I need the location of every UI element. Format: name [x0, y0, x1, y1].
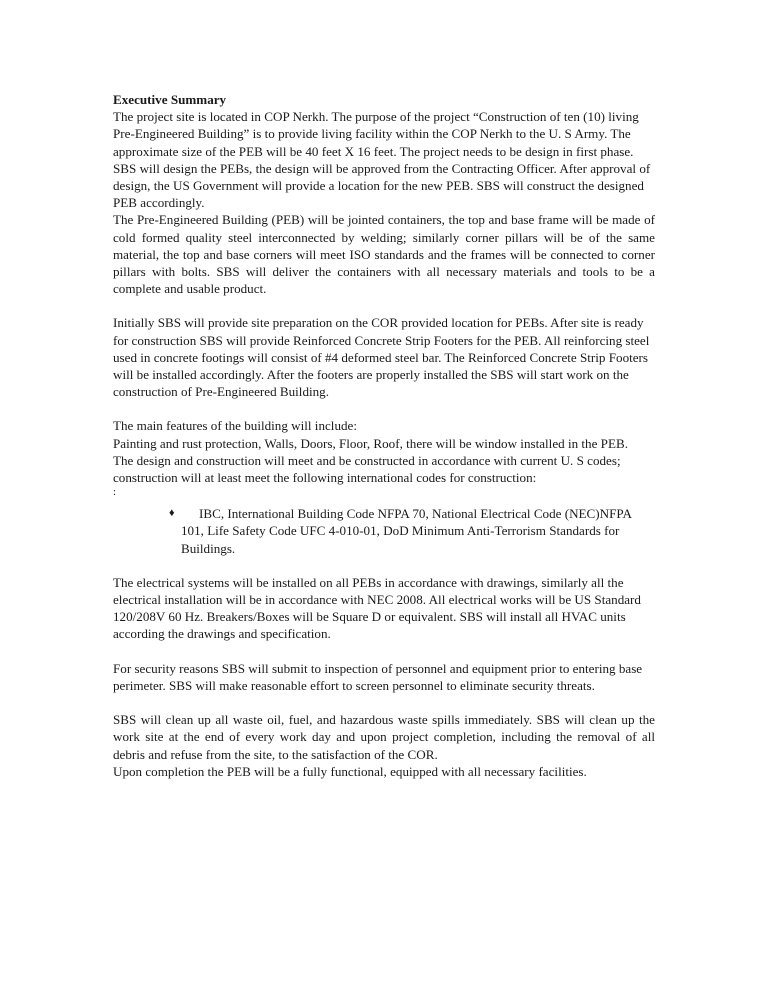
paragraph-spacer	[113, 400, 655, 417]
document-page	[113, 91, 655, 780]
paragraph-codes-intro: The design and construction will meet and be constructed in accordance with current U. S codes; construction will at least meet the following international codes for construction:	[113, 452, 621, 486]
paragraph-spacer	[113, 557, 655, 574]
paragraph-cleanup: SBS will clean up all waste oil, fuel, and hazardous waste spills immediately. SBS will clean up the work site at the end of every work day and upon project completion, including the removal of all debris and refuse from the site, to the satisfaction of the COR.	[113, 712, 655, 762]
paragraph-spacer	[113, 694, 655, 711]
paragraph-site-preparation: Initially SBS will provide site preparation on the COR provided location for PEBs. After site is ready for construction SBS will provide Reinforced Concrete Strip Footers for the PEB. All reinforcing steel used in concrete footings will consist of #4 deformed steel bar. The Reinforced Concrete Strip Footers will be installed accordingly. After the footers are properly installed the SBS will start work on the construction of Pre-Engineered Building.	[113, 315, 650, 400]
codes-bullet-text: IBC, International Building Code NFPA 70, National Electrical Code (NEC)NFPA 101, Life Safety Code UFC 4-010-01, DoD Minimum Anti-Terrorism Standards for Buildings.	[181, 506, 632, 556]
paragraph-project-site: The project site is located in COP Nerkh. The purpose of the project “Construction of ten (10) living Pre-Engineered Building” is to provide living facility within the COP Nerkh to the U. S Army. The approximate size of the PEB will be 40 feet X 16 feet. The project needs to be design in first phase. SBS will design the PEBs, the design will be approved from the Contracting Officer. After approval of design, the US Government will provide a location for the new PEB. SBS will construct the designed PEB accordingly.	[113, 109, 651, 211]
colon-marker: :	[113, 486, 117, 499]
paragraph-electrical: The electrical systems will be installed on all PEBs in accordance with drawings, similarly all the electrical installation will be in accordance with NEC 2008. All electrical works will be US Standard 120/208V 60 Hz. Breakers/Boxes will be Square D or equivalent. SBS will install all HVAC units according the drawings and specification.	[113, 574, 641, 642]
paragraph-completion: Upon completion the PEB will be a fully functional, equipped with all necessary facilities.	[113, 763, 587, 779]
diamond-bullet-icon: ♦	[169, 507, 175, 520]
paragraph-spacer	[113, 643, 655, 660]
paragraph-main-features: Painting and rust protection, Walls, Doors, Floor, Roof, there will be window installed in the PEB.	[113, 435, 628, 451]
paragraph-security: For security reasons SBS will submit to inspection of personnel and equipment prior to entering base perimeter. SBS will make reasonable effort to screen personnel to eliminate security threats.	[113, 660, 643, 693]
section-heading: Executive Summary	[113, 92, 227, 107]
paragraph-main-features-intro: The main features of the building will include:	[113, 418, 357, 434]
codes-bullet-item	[169, 505, 636, 557]
paragraph-spacer	[113, 297, 655, 314]
paragraph-peb-structure: The Pre-Engineered Building (PEB) will be jointed containers, the top and base frame will be made of cold formed quality steel interconnected by welding; similarly corner pillars will be of the same material, the top and base corners will meet ISO standards and the frames will be connected to corner pillars with bolts. SBS will deliver the containers with all necessary materials and tools to be a complete and usable product.	[113, 212, 655, 297]
